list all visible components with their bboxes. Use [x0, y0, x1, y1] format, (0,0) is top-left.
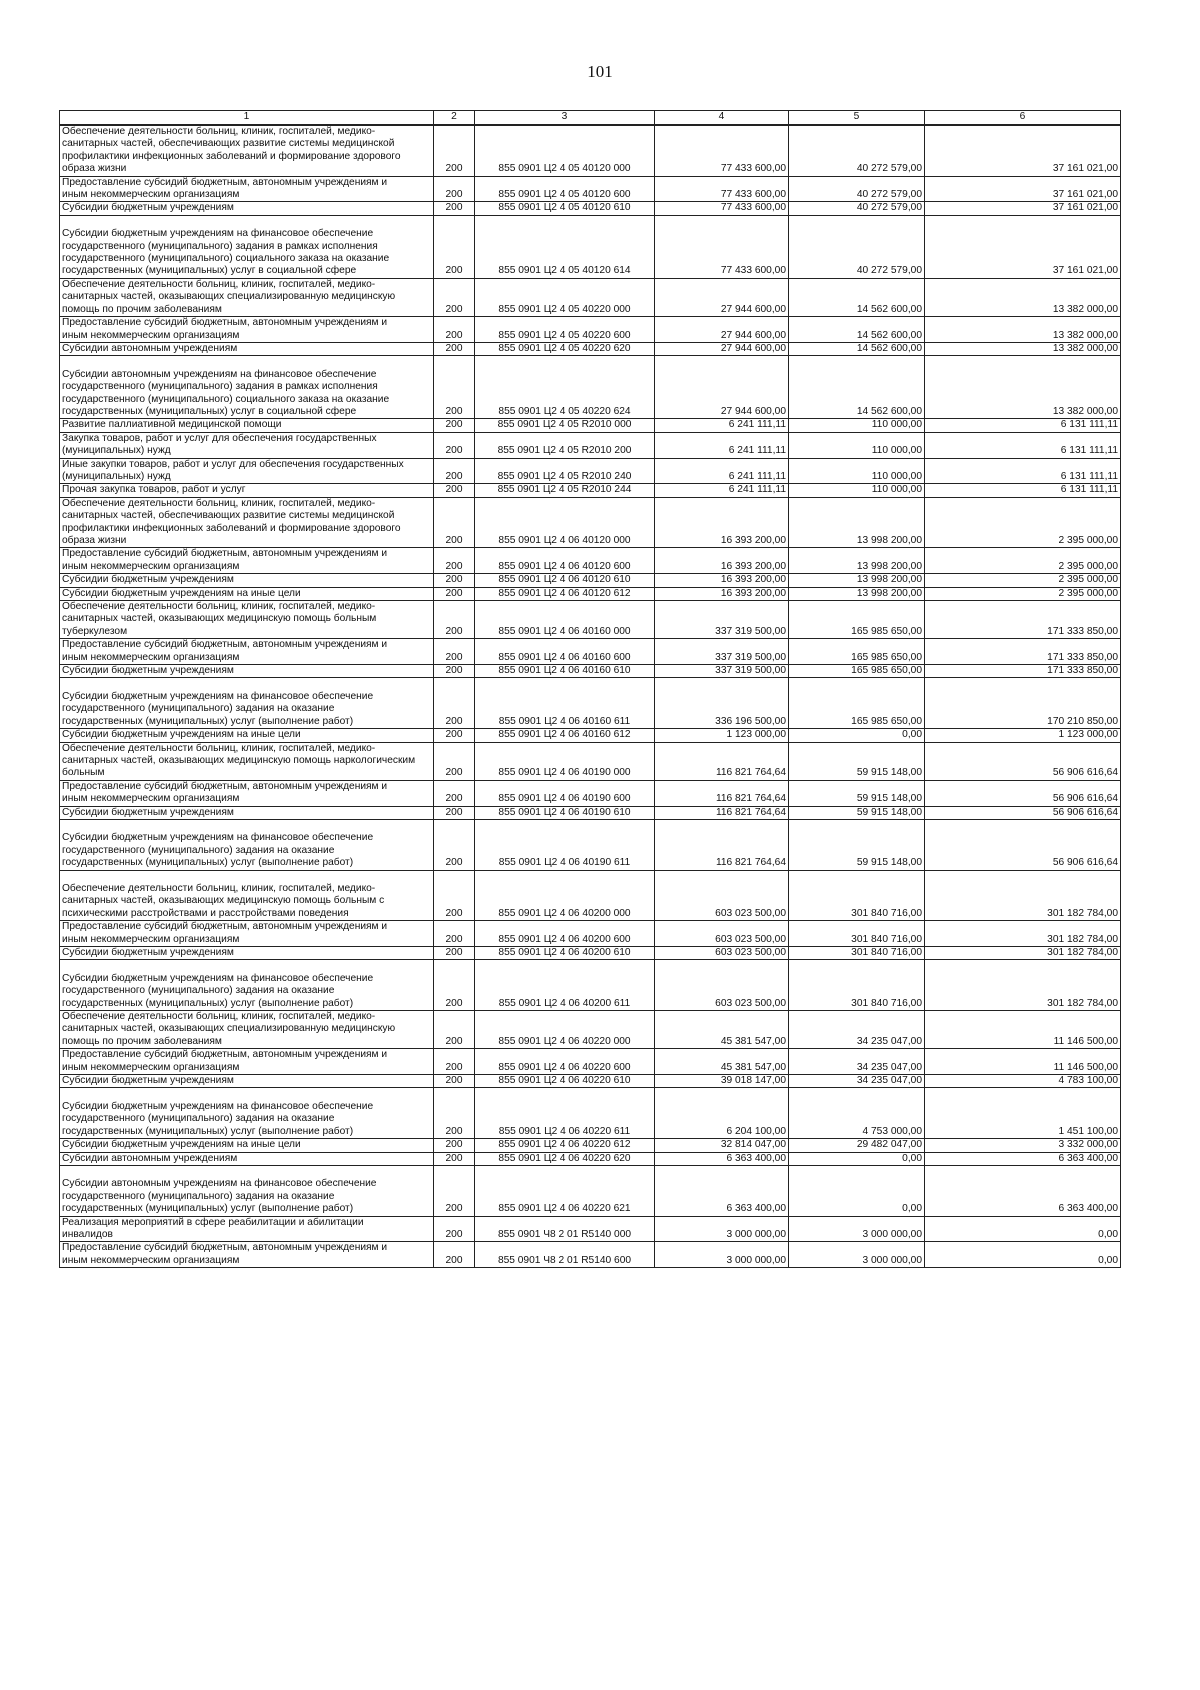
amount-col6-cell: 6 131 111,11 [925, 484, 1121, 497]
table-row [60, 176, 1121, 202]
amount-total-cell: 16 393 200,00 [655, 497, 789, 548]
amount-total-cell: 27 944 600,00 [655, 278, 789, 316]
code-cell: 855 0901 Ц2 4 06 40200 000 [475, 870, 655, 921]
name-cell: Субсидии бюджетным учреждениям [60, 806, 434, 819]
name-cell: Субсидии бюджетным учреждениям на иные цели [60, 1139, 434, 1152]
code-cell: 855 0901 Ц2 4 06 40200 610 [475, 947, 655, 960]
grbs-cell: 200 [434, 870, 475, 921]
amount-col5-cell: 13 998 200,00 [789, 497, 925, 548]
code-cell: 855 0901 Ц2 4 06 40160 610 [475, 665, 655, 678]
amount-col5-cell: 0,00 [789, 729, 925, 742]
name-cell: Реализация мероприятий в сфере реабилитации и абилитации инвалидов [60, 1216, 434, 1242]
table-row [60, 921, 1121, 947]
amount-col6-cell: 37 161 021,00 [925, 125, 1121, 176]
grbs-cell: 200 [434, 921, 475, 947]
name-cell: Предоставление субсидий бюджетным, автономным учреждениям и иным некоммерческим организациям [60, 176, 434, 202]
amount-col5-cell: 13 998 200,00 [789, 548, 925, 574]
table-row [60, 1216, 1121, 1242]
amount-col5-cell: 40 272 579,00 [789, 215, 925, 278]
amount-total-cell: 77 433 600,00 [655, 215, 789, 278]
code-cell: 855 0901 Ц2 4 06 40200 600 [475, 921, 655, 947]
grbs-cell: 200 [434, 1088, 475, 1139]
table-row [60, 215, 1121, 278]
grbs-cell: 200 [434, 497, 475, 548]
amount-total-cell: 3 000 000,00 [655, 1242, 789, 1268]
amount-total-cell: 337 319 500,00 [655, 601, 789, 639]
amount-col6-cell: 11 146 500,00 [925, 1049, 1121, 1075]
table-row [60, 947, 1121, 960]
amount-col6-cell: 2 395 000,00 [925, 574, 1121, 587]
amount-total-cell: 603 023 500,00 [655, 947, 789, 960]
name-cell: Предоставление субсидий бюджетным, автономным учреждениям и иным некоммерческим организациям [60, 1049, 434, 1075]
amount-col5-cell: 165 985 650,00 [789, 639, 925, 665]
grbs-cell: 200 [434, 742, 475, 780]
grbs-cell: 200 [434, 548, 475, 574]
table-row [60, 729, 1121, 742]
grbs-cell: 200 [434, 960, 475, 1011]
name-cell: Предоставление субсидий бюджетным, автономным учреждениям и иным некоммерческим организациям [60, 1242, 434, 1268]
amount-col5-cell: 14 562 600,00 [789, 356, 925, 419]
name-cell: Обеспечение деятельности больниц, клиник, госпиталей, медико- санитарных частей, оказывающих специализированную медицинскую помощь по прочим заболеваниям [60, 278, 434, 316]
amount-col6-cell: 6 131 111,11 [925, 432, 1121, 458]
amount-col6-cell: 301 182 784,00 [925, 960, 1121, 1011]
amount-total-cell: 32 814 047,00 [655, 1139, 789, 1152]
amount-col5-cell: 301 840 716,00 [789, 960, 925, 1011]
amount-total-cell: 1 123 000,00 [655, 729, 789, 742]
amount-col5-cell: 14 562 600,00 [789, 342, 925, 355]
amount-col5-cell: 59 915 148,00 [789, 780, 925, 806]
amount-col6-cell: 6 131 111,11 [925, 458, 1121, 484]
grbs-cell: 200 [434, 639, 475, 665]
name-cell: Субсидии бюджетным учреждениям на финансовое обеспечение государственного (муниципального) задания на оказание государственных (муниципальных) услуг (выполнение работ) [60, 1088, 434, 1139]
amount-total-cell: 77 433 600,00 [655, 125, 789, 176]
amount-col5-cell: 40 272 579,00 [789, 176, 925, 202]
code-cell: 855 0901 Ц2 4 06 40160 000 [475, 601, 655, 639]
grbs-cell: 200 [434, 419, 475, 432]
grbs-cell: 200 [434, 665, 475, 678]
code-cell: 855 0901 Ц2 4 06 40220 621 [475, 1165, 655, 1216]
amount-col6-cell: 301 182 784,00 [925, 870, 1121, 921]
grbs-cell: 200 [434, 1075, 475, 1088]
name-cell: Субсидии бюджетным учреждениям [60, 202, 434, 215]
amount-col5-cell: 0,00 [789, 1165, 925, 1216]
table-row [60, 432, 1121, 458]
amount-col6-cell: 301 182 784,00 [925, 947, 1121, 960]
amount-col6-cell: 56 906 616,64 [925, 819, 1121, 870]
grbs-cell: 200 [434, 484, 475, 497]
grbs-cell: 200 [434, 819, 475, 870]
grbs-cell: 200 [434, 342, 475, 355]
amount-col6-cell: 2 395 000,00 [925, 497, 1121, 548]
grbs-cell: 200 [434, 1011, 475, 1049]
code-cell: 855 0901 Ц2 4 06 40190 610 [475, 806, 655, 819]
name-cell: Субсидии бюджетным учреждениям на финансовое обеспечение государственного (муниципального) задания на оказание государственных (муниципальных) услуг (выполнение работ) [60, 960, 434, 1011]
grbs-cell: 200 [434, 1165, 475, 1216]
amount-total-cell: 6 241 111,11 [655, 419, 789, 432]
header-col-3: 3 [475, 111, 655, 126]
name-cell: Субсидии автономным учреждениям [60, 342, 434, 355]
name-cell: Субсидии бюджетным учреждениям на иные цели [60, 587, 434, 600]
name-cell: Закупка товаров, работ и услуг для обеспечения государственных (муниципальных) нужд [60, 432, 434, 458]
code-cell: 855 0901 Ц2 4 05 40220 600 [475, 317, 655, 343]
amount-total-cell: 77 433 600,00 [655, 176, 789, 202]
grbs-cell: 200 [434, 432, 475, 458]
code-cell: 855 0901 Ц2 4 06 40220 612 [475, 1139, 655, 1152]
code-cell: 855 0901 Ц2 4 05 40220 000 [475, 278, 655, 316]
amount-total-cell: 16 393 200,00 [655, 574, 789, 587]
amount-col6-cell: 170 210 850,00 [925, 678, 1121, 729]
name-cell: Субсидии бюджетным учреждениям на финансовое обеспечение государственного (муниципального) задания в рамках исполнения государственного (муниципального) социального заказа на оказание государственных (муниципальных) услуг в социальной сфере [60, 215, 434, 278]
amount-col6-cell: 1 451 100,00 [925, 1088, 1121, 1139]
amount-col6-cell: 13 382 000,00 [925, 278, 1121, 316]
amount-total-cell: 27 944 600,00 [655, 342, 789, 355]
amount-total-cell: 16 393 200,00 [655, 548, 789, 574]
grbs-cell: 200 [434, 1242, 475, 1268]
amount-col5-cell: 59 915 148,00 [789, 742, 925, 780]
amount-col6-cell: 0,00 [925, 1242, 1121, 1268]
amount-col5-cell: 301 840 716,00 [789, 947, 925, 960]
amount-col5-cell: 34 235 047,00 [789, 1075, 925, 1088]
amount-total-cell: 116 821 764,64 [655, 819, 789, 870]
amount-col6-cell: 171 333 850,00 [925, 665, 1121, 678]
amount-col5-cell: 3 000 000,00 [789, 1242, 925, 1268]
amount-col6-cell: 37 161 021,00 [925, 202, 1121, 215]
code-cell: 855 0901 Ц2 4 06 40120 000 [475, 497, 655, 548]
header-col-5: 5 [789, 111, 925, 126]
table-row [60, 458, 1121, 484]
code-cell: 855 0901 Ч8 2 01 R5140 600 [475, 1242, 655, 1268]
header-row [60, 111, 1121, 126]
name-cell: Субсидии бюджетным учреждениям [60, 947, 434, 960]
name-cell: Предоставление субсидий бюджетным, автономным учреждениям и иным некоммерческим организациям [60, 639, 434, 665]
table-row [60, 806, 1121, 819]
code-cell: 855 0901 Ц2 4 06 40220 611 [475, 1088, 655, 1139]
amount-col6-cell: 2 395 000,00 [925, 587, 1121, 600]
amount-col6-cell: 56 906 616,64 [925, 742, 1121, 780]
header-col-4: 4 [655, 111, 789, 126]
budget-table [59, 110, 1121, 1268]
grbs-cell: 200 [434, 458, 475, 484]
code-cell: 855 0901 Ц2 4 06 40120 600 [475, 548, 655, 574]
name-cell: Обеспечение деятельности больниц, клиник, госпиталей, медико- санитарных частей, обеспечивающих развитие системы медицинской профилактики инфекционных заболеваний и формирование здорового образа жизни [60, 497, 434, 548]
table-row [60, 497, 1121, 548]
table-row [60, 1011, 1121, 1049]
code-cell: 855 0901 Ц2 4 05 R2010 000 [475, 419, 655, 432]
amount-total-cell: 77 433 600,00 [655, 202, 789, 215]
code-cell: 855 0901 Ц2 4 05 40120 000 [475, 125, 655, 176]
amount-col5-cell: 110 000,00 [789, 458, 925, 484]
table-row [60, 1139, 1121, 1152]
amount-col6-cell: 171 333 850,00 [925, 639, 1121, 665]
amount-col5-cell: 0,00 [789, 1152, 925, 1165]
table-row [60, 125, 1121, 176]
amount-total-cell: 603 023 500,00 [655, 921, 789, 947]
name-cell: Субсидии автономным учреждениям на финансовое обеспечение государственного (муниципального) задания на оказание государственных (муниципальных) услуг (выполнение работ) [60, 1165, 434, 1216]
table-row [60, 574, 1121, 587]
code-cell: 855 0901 Ц2 4 05 40220 624 [475, 356, 655, 419]
amount-col6-cell: 2 395 000,00 [925, 548, 1121, 574]
code-cell: 855 0901 Ц2 4 06 40190 000 [475, 742, 655, 780]
amount-col5-cell: 34 235 047,00 [789, 1011, 925, 1049]
amount-col5-cell: 301 840 716,00 [789, 921, 925, 947]
amount-total-cell: 6 241 111,11 [655, 484, 789, 497]
amount-col6-cell: 301 182 784,00 [925, 921, 1121, 947]
grbs-cell: 200 [434, 729, 475, 742]
grbs-cell: 200 [434, 278, 475, 316]
amount-col5-cell: 14 562 600,00 [789, 317, 925, 343]
amount-col6-cell: 37 161 021,00 [925, 176, 1121, 202]
table-row [60, 1242, 1121, 1268]
amount-col5-cell: 110 000,00 [789, 419, 925, 432]
amount-total-cell: 6 363 400,00 [655, 1165, 789, 1216]
amount-col5-cell: 34 235 047,00 [789, 1049, 925, 1075]
amount-col5-cell: 40 272 579,00 [789, 202, 925, 215]
grbs-cell: 200 [434, 1049, 475, 1075]
code-cell: 855 0901 Ц2 4 06 40190 600 [475, 780, 655, 806]
amount-col6-cell: 13 382 000,00 [925, 342, 1121, 355]
amount-col5-cell: 301 840 716,00 [789, 870, 925, 921]
amount-total-cell: 27 944 600,00 [655, 317, 789, 343]
header-col-6: 6 [925, 111, 1121, 126]
name-cell: Обеспечение деятельности больниц, клиник, госпиталей, медико- санитарных частей, оказывающих специализированную медицинскую помощь по прочим заболеваниям [60, 1011, 434, 1049]
code-cell: 855 0901 Ц2 4 06 40220 620 [475, 1152, 655, 1165]
amount-col5-cell: 165 985 650,00 [789, 678, 925, 729]
table-row [60, 1152, 1121, 1165]
amount-total-cell: 116 821 764,64 [655, 780, 789, 806]
grbs-cell: 200 [434, 601, 475, 639]
amount-total-cell: 39 018 147,00 [655, 1075, 789, 1088]
name-cell: Развитие паллиативной медицинской помощи [60, 419, 434, 432]
name-cell: Обеспечение деятельности больниц, клиник, госпиталей, медико- санитарных частей, обеспечивающих развитие системы медицинской профилактики инфекционных заболеваний и формирование здорового образа жизни [60, 125, 434, 176]
amount-col5-cell: 40 272 579,00 [789, 125, 925, 176]
amount-col5-cell: 165 985 650,00 [789, 601, 925, 639]
code-cell: 855 0901 Ц2 4 06 40220 610 [475, 1075, 655, 1088]
table-row [60, 870, 1121, 921]
grbs-cell: 200 [434, 574, 475, 587]
amount-col5-cell: 59 915 148,00 [789, 806, 925, 819]
name-cell: Субсидии бюджетным учреждениям на финансовое обеспечение государственного (муниципального) задания на оказание государственных (муниципальных) услуг (выполнение работ) [60, 819, 434, 870]
table-row [60, 484, 1121, 497]
table-row [60, 356, 1121, 419]
table-row [60, 639, 1121, 665]
code-cell: 855 0901 Ц2 4 05 40220 620 [475, 342, 655, 355]
header-col-1: 1 [60, 111, 434, 126]
table-row [60, 1075, 1121, 1088]
code-cell: 855 0901 Ц2 4 06 40120 612 [475, 587, 655, 600]
amount-total-cell: 6 241 111,11 [655, 432, 789, 458]
grbs-cell: 200 [434, 202, 475, 215]
code-cell: 855 0901 Ц2 4 06 40160 611 [475, 678, 655, 729]
amount-col5-cell: 3 000 000,00 [789, 1216, 925, 1242]
amount-col5-cell: 165 985 650,00 [789, 665, 925, 678]
amount-total-cell: 45 381 547,00 [655, 1011, 789, 1049]
amount-total-cell: 16 393 200,00 [655, 587, 789, 600]
table-row [60, 548, 1121, 574]
grbs-cell: 200 [434, 356, 475, 419]
name-cell: Обеспечение деятельности больниц, клиник, госпиталей, медико- санитарных частей, оказывающих медицинскую помощь больным туберкулезом [60, 601, 434, 639]
name-cell: Предоставление субсидий бюджетным, автономным учреждениям и иным некоммерческим организациям [60, 780, 434, 806]
grbs-cell: 200 [434, 215, 475, 278]
table-row [60, 342, 1121, 355]
table-row [60, 317, 1121, 343]
name-cell: Обеспечение деятельности больниц, клиник, госпиталей, медико- санитарных частей, оказывающих медицинскую помощь наркологическим больным [60, 742, 434, 780]
amount-col6-cell: 0,00 [925, 1216, 1121, 1242]
grbs-cell: 200 [434, 176, 475, 202]
name-cell: Субсидии автономным учреждениям [60, 1152, 434, 1165]
code-cell: 855 0901 Ц2 4 06 40160 600 [475, 639, 655, 665]
grbs-cell: 200 [434, 806, 475, 819]
name-cell: Субсидии автономным учреждениям на финансовое обеспечение государственного (муниципального) задания в рамках исполнения государственного (муниципального) социального заказа на оказание государственных (муниципальных) услуг в социальной сфере [60, 356, 434, 419]
code-cell: 855 0901 Ц2 4 05 R2010 244 [475, 484, 655, 497]
grbs-cell: 200 [434, 1139, 475, 1152]
name-cell: Субсидии бюджетным учреждениям [60, 574, 434, 587]
code-cell: 855 0901 Ц2 4 05 R2010 240 [475, 458, 655, 484]
name-cell: Иные закупки товаров, работ и услуг для обеспечения государственных (муниципальных) нужд [60, 458, 434, 484]
amount-total-cell: 3 000 000,00 [655, 1216, 789, 1242]
amount-col5-cell: 29 482 047,00 [789, 1139, 925, 1152]
name-cell: Прочая закупка товаров, работ и услуг [60, 484, 434, 497]
grbs-cell: 200 [434, 317, 475, 343]
amount-total-cell: 6 204 100,00 [655, 1088, 789, 1139]
amount-col6-cell: 13 382 000,00 [925, 317, 1121, 343]
amount-total-cell: 603 023 500,00 [655, 960, 789, 1011]
code-cell: 855 0901 Ц2 4 05 40120 614 [475, 215, 655, 278]
amount-total-cell: 336 196 500,00 [655, 678, 789, 729]
name-cell: Субсидии бюджетным учреждениям на финансовое обеспечение государственного (муниципального) задания на оказание государственных (муниципальных) услуг (выполнение работ) [60, 678, 434, 729]
amount-total-cell: 116 821 764,64 [655, 806, 789, 819]
amount-col6-cell: 171 333 850,00 [925, 601, 1121, 639]
amount-col6-cell: 11 146 500,00 [925, 1011, 1121, 1049]
amount-total-cell: 6 363 400,00 [655, 1152, 789, 1165]
name-cell: Предоставление субсидий бюджетным, автономным учреждениям и иным некоммерческим организациям [60, 317, 434, 343]
amount-col5-cell: 4 753 000,00 [789, 1088, 925, 1139]
grbs-cell: 200 [434, 1152, 475, 1165]
table-row [60, 960, 1121, 1011]
table-row [60, 819, 1121, 870]
name-cell: Предоставление субсидий бюджетным, автономным учреждениям и иным некоммерческим организациям [60, 921, 434, 947]
amount-col5-cell: 110 000,00 [789, 484, 925, 497]
name-cell: Обеспечение деятельности больниц, клиник, госпиталей, медико- санитарных частей, оказывающих медицинскую помощь больным с психическими расстройствами и расстройствами поведения [60, 870, 434, 921]
table-row [60, 780, 1121, 806]
table-row [60, 1165, 1121, 1216]
amount-col6-cell: 6 363 400,00 [925, 1165, 1121, 1216]
amount-col6-cell: 6 131 111,11 [925, 419, 1121, 432]
code-cell: 855 0901 Ц2 4 05 40120 610 [475, 202, 655, 215]
table-row [60, 587, 1121, 600]
amount-total-cell: 116 821 764,64 [655, 742, 789, 780]
amount-col6-cell: 13 382 000,00 [925, 356, 1121, 419]
amount-col6-cell: 56 906 616,64 [925, 806, 1121, 819]
code-cell: 855 0901 Ч8 2 01 R5140 000 [475, 1216, 655, 1242]
amount-col6-cell: 56 906 616,64 [925, 780, 1121, 806]
table-row [60, 678, 1121, 729]
amount-total-cell: 337 319 500,00 [655, 665, 789, 678]
grbs-cell: 200 [434, 125, 475, 176]
amount-total-cell: 27 944 600,00 [655, 356, 789, 419]
grbs-cell: 200 [434, 780, 475, 806]
code-cell: 855 0901 Ц2 4 06 40220 600 [475, 1049, 655, 1075]
amount-total-cell: 603 023 500,00 [655, 870, 789, 921]
name-cell: Субсидии бюджетным учреждениям на иные цели [60, 729, 434, 742]
amount-total-cell: 6 241 111,11 [655, 458, 789, 484]
amount-col6-cell: 1 123 000,00 [925, 729, 1121, 742]
code-cell: 855 0901 Ц2 4 06 40220 000 [475, 1011, 655, 1049]
table-row [60, 1088, 1121, 1139]
code-cell: 855 0901 Ц2 4 06 40160 612 [475, 729, 655, 742]
amount-col6-cell: 37 161 021,00 [925, 215, 1121, 278]
grbs-cell: 200 [434, 587, 475, 600]
table-row [60, 1049, 1121, 1075]
table-row [60, 202, 1121, 215]
name-cell: Субсидии бюджетным учреждениям [60, 665, 434, 678]
page-number: 101 [587, 62, 613, 81]
code-cell: 855 0901 Ц2 4 06 40190 611 [475, 819, 655, 870]
amount-total-cell: 45 381 547,00 [655, 1049, 789, 1075]
table-row [60, 278, 1121, 316]
amount-col6-cell: 3 332 000,00 [925, 1139, 1121, 1152]
amount-col5-cell: 13 998 200,00 [789, 574, 925, 587]
grbs-cell: 200 [434, 947, 475, 960]
code-cell: 855 0901 Ц2 4 06 40120 610 [475, 574, 655, 587]
amount-col6-cell: 4 783 100,00 [925, 1075, 1121, 1088]
name-cell: Предоставление субсидий бюджетным, автономным учреждениям и иным некоммерческим организациям [60, 548, 434, 574]
amount-col5-cell: 59 915 148,00 [789, 819, 925, 870]
amount-col5-cell: 110 000,00 [789, 432, 925, 458]
table-row [60, 665, 1121, 678]
header-col-2: 2 [434, 111, 475, 126]
amount-col5-cell: 13 998 200,00 [789, 587, 925, 600]
grbs-cell: 200 [434, 678, 475, 729]
grbs-cell: 200 [434, 1216, 475, 1242]
amount-col5-cell: 14 562 600,00 [789, 278, 925, 316]
table-row [60, 419, 1121, 432]
code-cell: 855 0901 Ц2 4 06 40200 611 [475, 960, 655, 1011]
table-row [60, 601, 1121, 639]
amount-col6-cell: 6 363 400,00 [925, 1152, 1121, 1165]
code-cell: 855 0901 Ц2 4 05 R2010 200 [475, 432, 655, 458]
code-cell: 855 0901 Ц2 4 05 40120 600 [475, 176, 655, 202]
table-row [60, 742, 1121, 780]
amount-total-cell: 337 319 500,00 [655, 639, 789, 665]
name-cell: Субсидии бюджетным учреждениям [60, 1075, 434, 1088]
